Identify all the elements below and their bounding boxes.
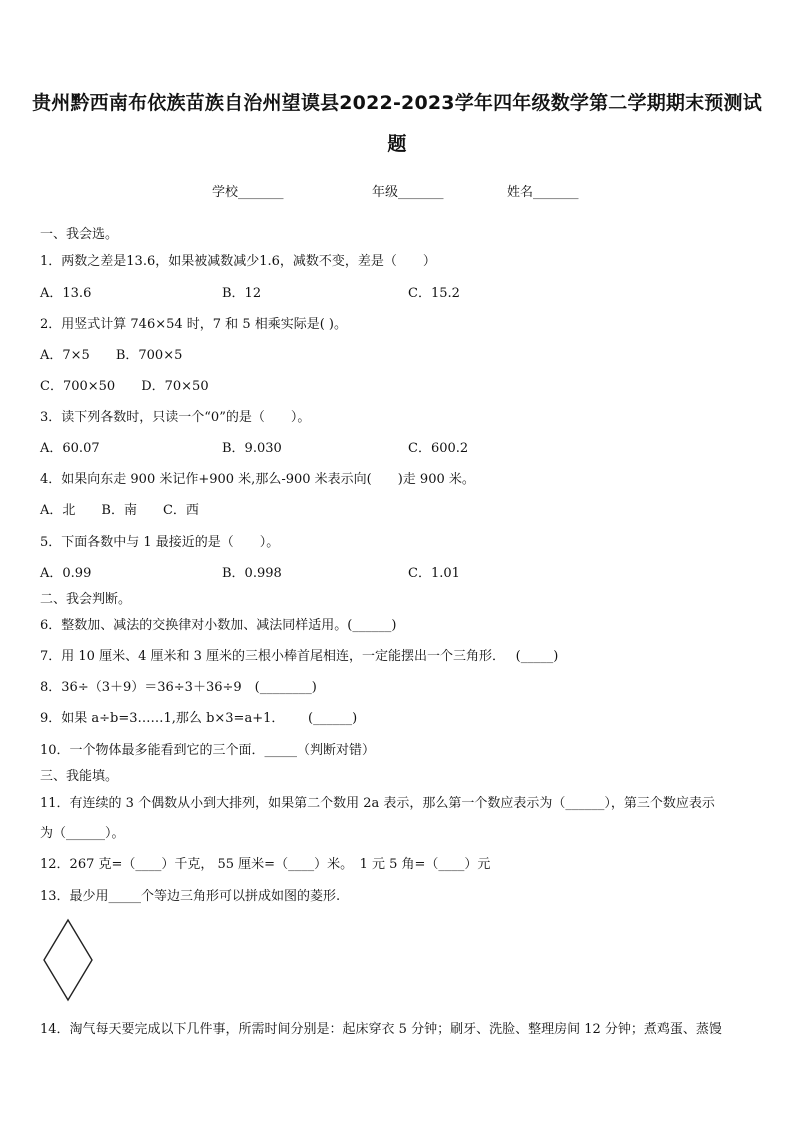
q2-options-cd: C．700×50 D．70×50: [40, 379, 209, 394]
q3-option-c: C．600.2: [408, 441, 469, 456]
grade-field: 年级_______: [372, 185, 444, 200]
question-13: 13．最少用_____个等边三角形可以拼成如图的菱形.: [40, 889, 341, 904]
question-2: 2．用竖式计算 746×54 时，7 和 5 相乘实际是( )。: [40, 317, 347, 332]
section-3-heading: 三、我能填。: [40, 769, 119, 784]
q3-option-a: A．60.07: [40, 441, 100, 456]
question-4: 4．如果向东走 900 米记作+900 米,那么-900 米表示向( )走 900 米。: [40, 472, 475, 487]
q5-option-c: C．1.01: [408, 566, 460, 581]
question-8: 8．36÷（3＋9）＝36÷3＋36÷9 (________): [40, 680, 317, 695]
exam-title-line2: 题: [387, 133, 407, 155]
q5-option-b: B．0.998: [222, 566, 282, 581]
question-11-line1: 11．有连续的 3 个偶数从小到大排列，如果第二个数用 2a 表示，那么第一个数应表示为（______），第三个数应表示: [40, 796, 715, 811]
question-9: 9．如果 a÷b=3……1,那么 b×3=a+1． (______): [40, 711, 358, 726]
question-14: 14．淘气每天要完成以下几件事，所需时间分别是：起床穿衣 5 分钟；刷牙、洗脸、整理房间 12 分钟；煮鸡蛋、蒸馒: [40, 1022, 722, 1037]
q1-option-a: A．13.6: [40, 286, 92, 301]
school-field: 学校_______: [212, 185, 284, 200]
q2-options-ab: A．7×5 B．700×5: [40, 348, 183, 363]
question-3: 3．读下列各数时，只读一个“0”的是（ ）。: [40, 410, 311, 425]
section-2-heading: 二、我会判断。: [40, 592, 132, 607]
q1-option-b: B．12: [222, 286, 262, 301]
q4-options: A．北 B．南 C．西: [40, 503, 199, 518]
name-field: 姓名_______: [507, 185, 579, 200]
question-7: 7．用 10 厘米、4 厘米和 3 厘米的三根小棒首尾相连，一定能摆出一个三角形． (_____): [40, 649, 559, 664]
question-5: 5．下面各数中与 1 最接近的是（ ）。: [40, 535, 280, 550]
q1-option-c: C．15.2: [408, 286, 460, 301]
section-1-heading: 一、我会选。: [40, 227, 119, 242]
rhombus-figure: [42, 918, 94, 1002]
question-10: 10．一个物体最多能看到它的三个面．_____（判断对错）: [40, 743, 376, 758]
q3-option-b: B．9.030: [222, 441, 282, 456]
question-6: 6．整数加、减法的交换律对小数加、减法同样适用。(______): [40, 618, 397, 633]
q5-option-a: A．0.99: [40, 566, 92, 581]
exam-title-line1: 贵州黔西南布依族苗族自治州望谟县2022-2023学年四年级数学第二学期期末预测试: [32, 92, 762, 114]
question-11-line2: 为（______）。: [40, 826, 125, 841]
question-12: 12．267 克=（____）千克， 55 厘米=（____）米。 1 元 5 角=（____）元: [40, 857, 491, 872]
question-1: 1．两数之差是13.6，如果被减数减少1.6，减数不变，差是（ ）: [40, 254, 436, 269]
